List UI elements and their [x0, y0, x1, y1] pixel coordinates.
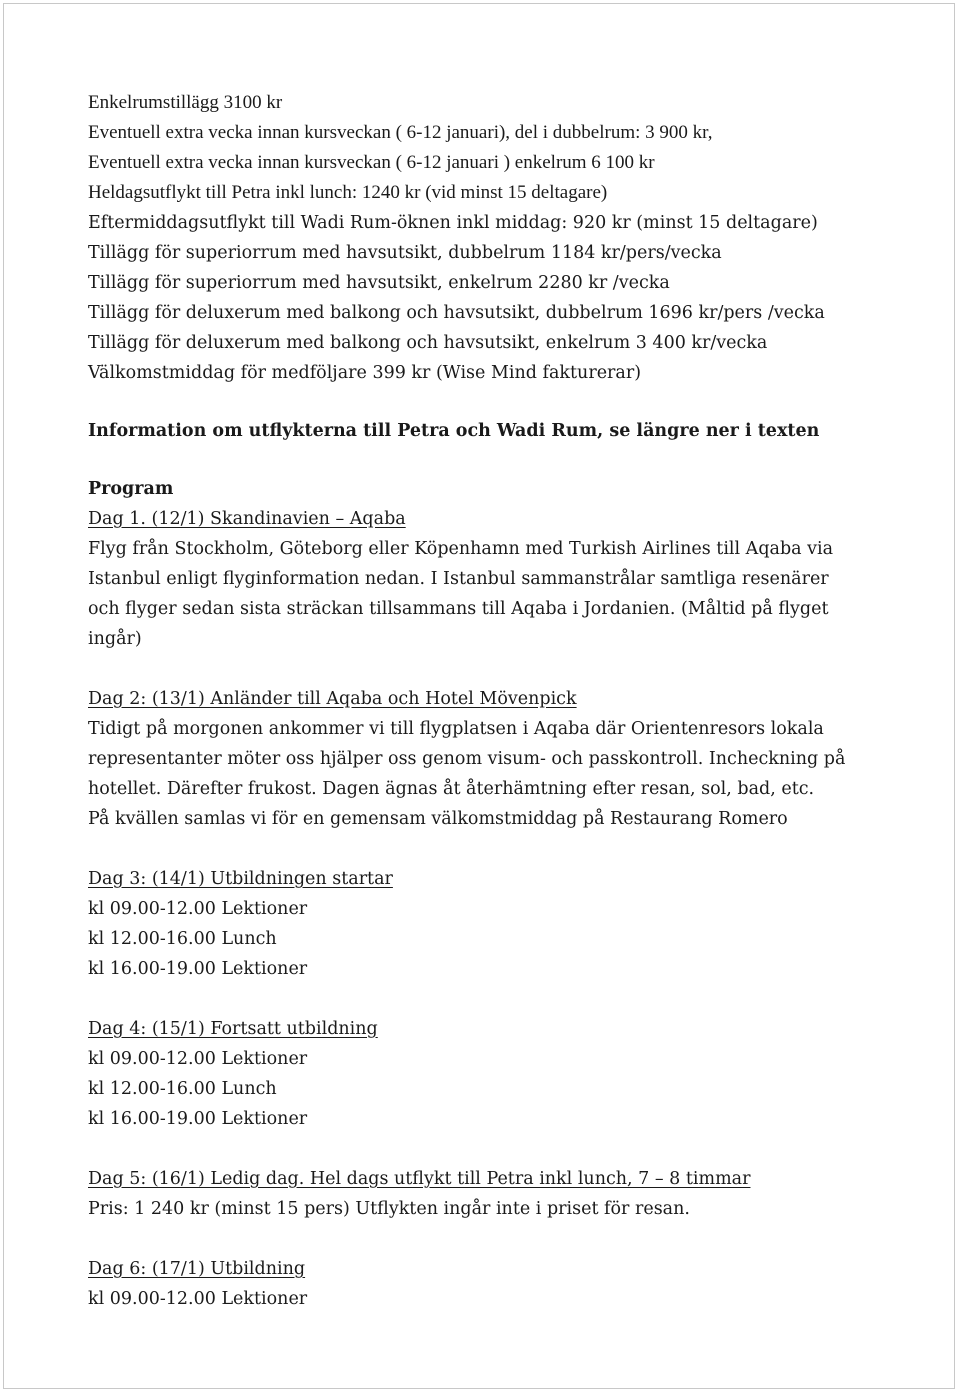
- price-line: Eventuell extra vecka innan kursveckan ( 6-12 januari), del i dubbelrum: 3 900 kr,: [88, 122, 713, 143]
- day-1-title: Dag 1. (12/1) Skandinavien – Aqaba: [88, 509, 406, 529]
- price-line: Tillägg för superiorrum med havsutsikt, dubbelrum 1184 kr/pers/vecka: [88, 243, 722, 263]
- spacer: [88, 1224, 908, 1254]
- spacer: [88, 1134, 908, 1164]
- day-1-text: Flyg från Stockholm, Göteborg eller Köpenhamn med Turkish Airlines till Aqaba via: [88, 539, 834, 559]
- info-heading: Information om utflykterna till Petra och Wadi Rum, se längre ner i texten: [88, 421, 820, 441]
- price-line: Eventuell extra vecka innan kursveckan ( 6-12 januari ) enkelrum 6 100 kr: [88, 152, 655, 173]
- day-4-schedule: kl 09.00-12.00 Lektioner: [88, 1049, 308, 1069]
- day-6-schedule: kl 09.00-12.00 Lektioner: [88, 1289, 308, 1309]
- price-line: Heldagsutflykt till Petra inkl lunch: 1240 kr (vid minst 15 deltagare): [88, 182, 608, 203]
- day-5-text: Pris: 1 240 kr (minst 15 pers) Utflykten ingår inte i priset för resan.: [88, 1199, 690, 1219]
- price-line: Tillägg för deluxerum med balkong och havsutsikt, enkelrum 3 400 kr/vecka: [88, 333, 768, 353]
- price-line: Tillägg för deluxerum med balkong och havsutsikt, dubbelrum 1696 kr/pers /vecka: [88, 303, 825, 323]
- price-line: Välkomstmiddag för medföljare 399 kr (Wise Mind fakturerar): [88, 363, 642, 383]
- spacer: [88, 984, 908, 1014]
- day-3-schedule: kl 16.00-19.00 Lektioner: [88, 959, 308, 979]
- day-2-text: På kvällen samlas vi för en gemensam välkomstmiddag på Restaurang Romero: [88, 809, 788, 829]
- day-6-title: Dag 6: (17/1) Utbildning: [88, 1259, 306, 1279]
- day-4-schedule: kl 16.00-19.00 Lektioner: [88, 1109, 308, 1129]
- day-1-text: Istanbul enligt flyginformation nedan. I Istanbul sammanstrålar samtliga resenärer: [88, 569, 829, 589]
- day-5-title: Dag 5: (16/1) Ledig dag. Hel dags utflykt till Petra inkl lunch, 7 – 8 timmar: [88, 1169, 751, 1189]
- document-content: [88, 88, 908, 1314]
- day-4-title: Dag 4: (15/1) Fortsatt utbildning: [88, 1019, 378, 1039]
- day-2-title: Dag 2: (13/1) Anländer till Aqaba och Hotel Mövenpick: [88, 689, 577, 709]
- day-3-schedule: kl 09.00-12.00 Lektioner: [88, 899, 308, 919]
- price-line: Enkelrumstillägg 3100 kr: [88, 92, 283, 113]
- day-3-title: Dag 3: (14/1) Utbildningen startar: [88, 869, 393, 889]
- day-2-text: Tidigt på morgonen ankommer vi till flygplatsen i Aqaba där Orientenresors lokala: [88, 719, 824, 739]
- day-1-text: ingår): [88, 629, 142, 649]
- spacer: [88, 834, 908, 864]
- document-page: [3, 3, 955, 1389]
- spacer: [88, 654, 908, 684]
- day-3-schedule: kl 12.00-16.00 Lunch: [88, 929, 277, 949]
- day-2-text: hotellet. Därefter frukost. Dagen ägnas åt återhämtning efter resan, sol, bad, etc.: [88, 779, 815, 799]
- spacer: [88, 388, 908, 416]
- program-heading: Program: [88, 479, 174, 499]
- day-2-text: representanter möter oss hjälper oss genom visum- och passkontroll. Incheckning på: [88, 749, 846, 769]
- day-1-text: och flyger sedan sista sträckan tillsammans till Aqaba i Jordanien. (Måltid på flyget: [88, 599, 829, 619]
- spacer: [88, 446, 908, 474]
- day-4-schedule: kl 12.00-16.00 Lunch: [88, 1079, 277, 1099]
- price-line: Tillägg för superiorrum med havsutsikt, enkelrum 2280 kr /vecka: [88, 273, 670, 293]
- price-line: Eftermiddagsutflykt till Wadi Rum-öknen inkl middag: 920 kr (minst 15 deltagare): [88, 213, 818, 233]
